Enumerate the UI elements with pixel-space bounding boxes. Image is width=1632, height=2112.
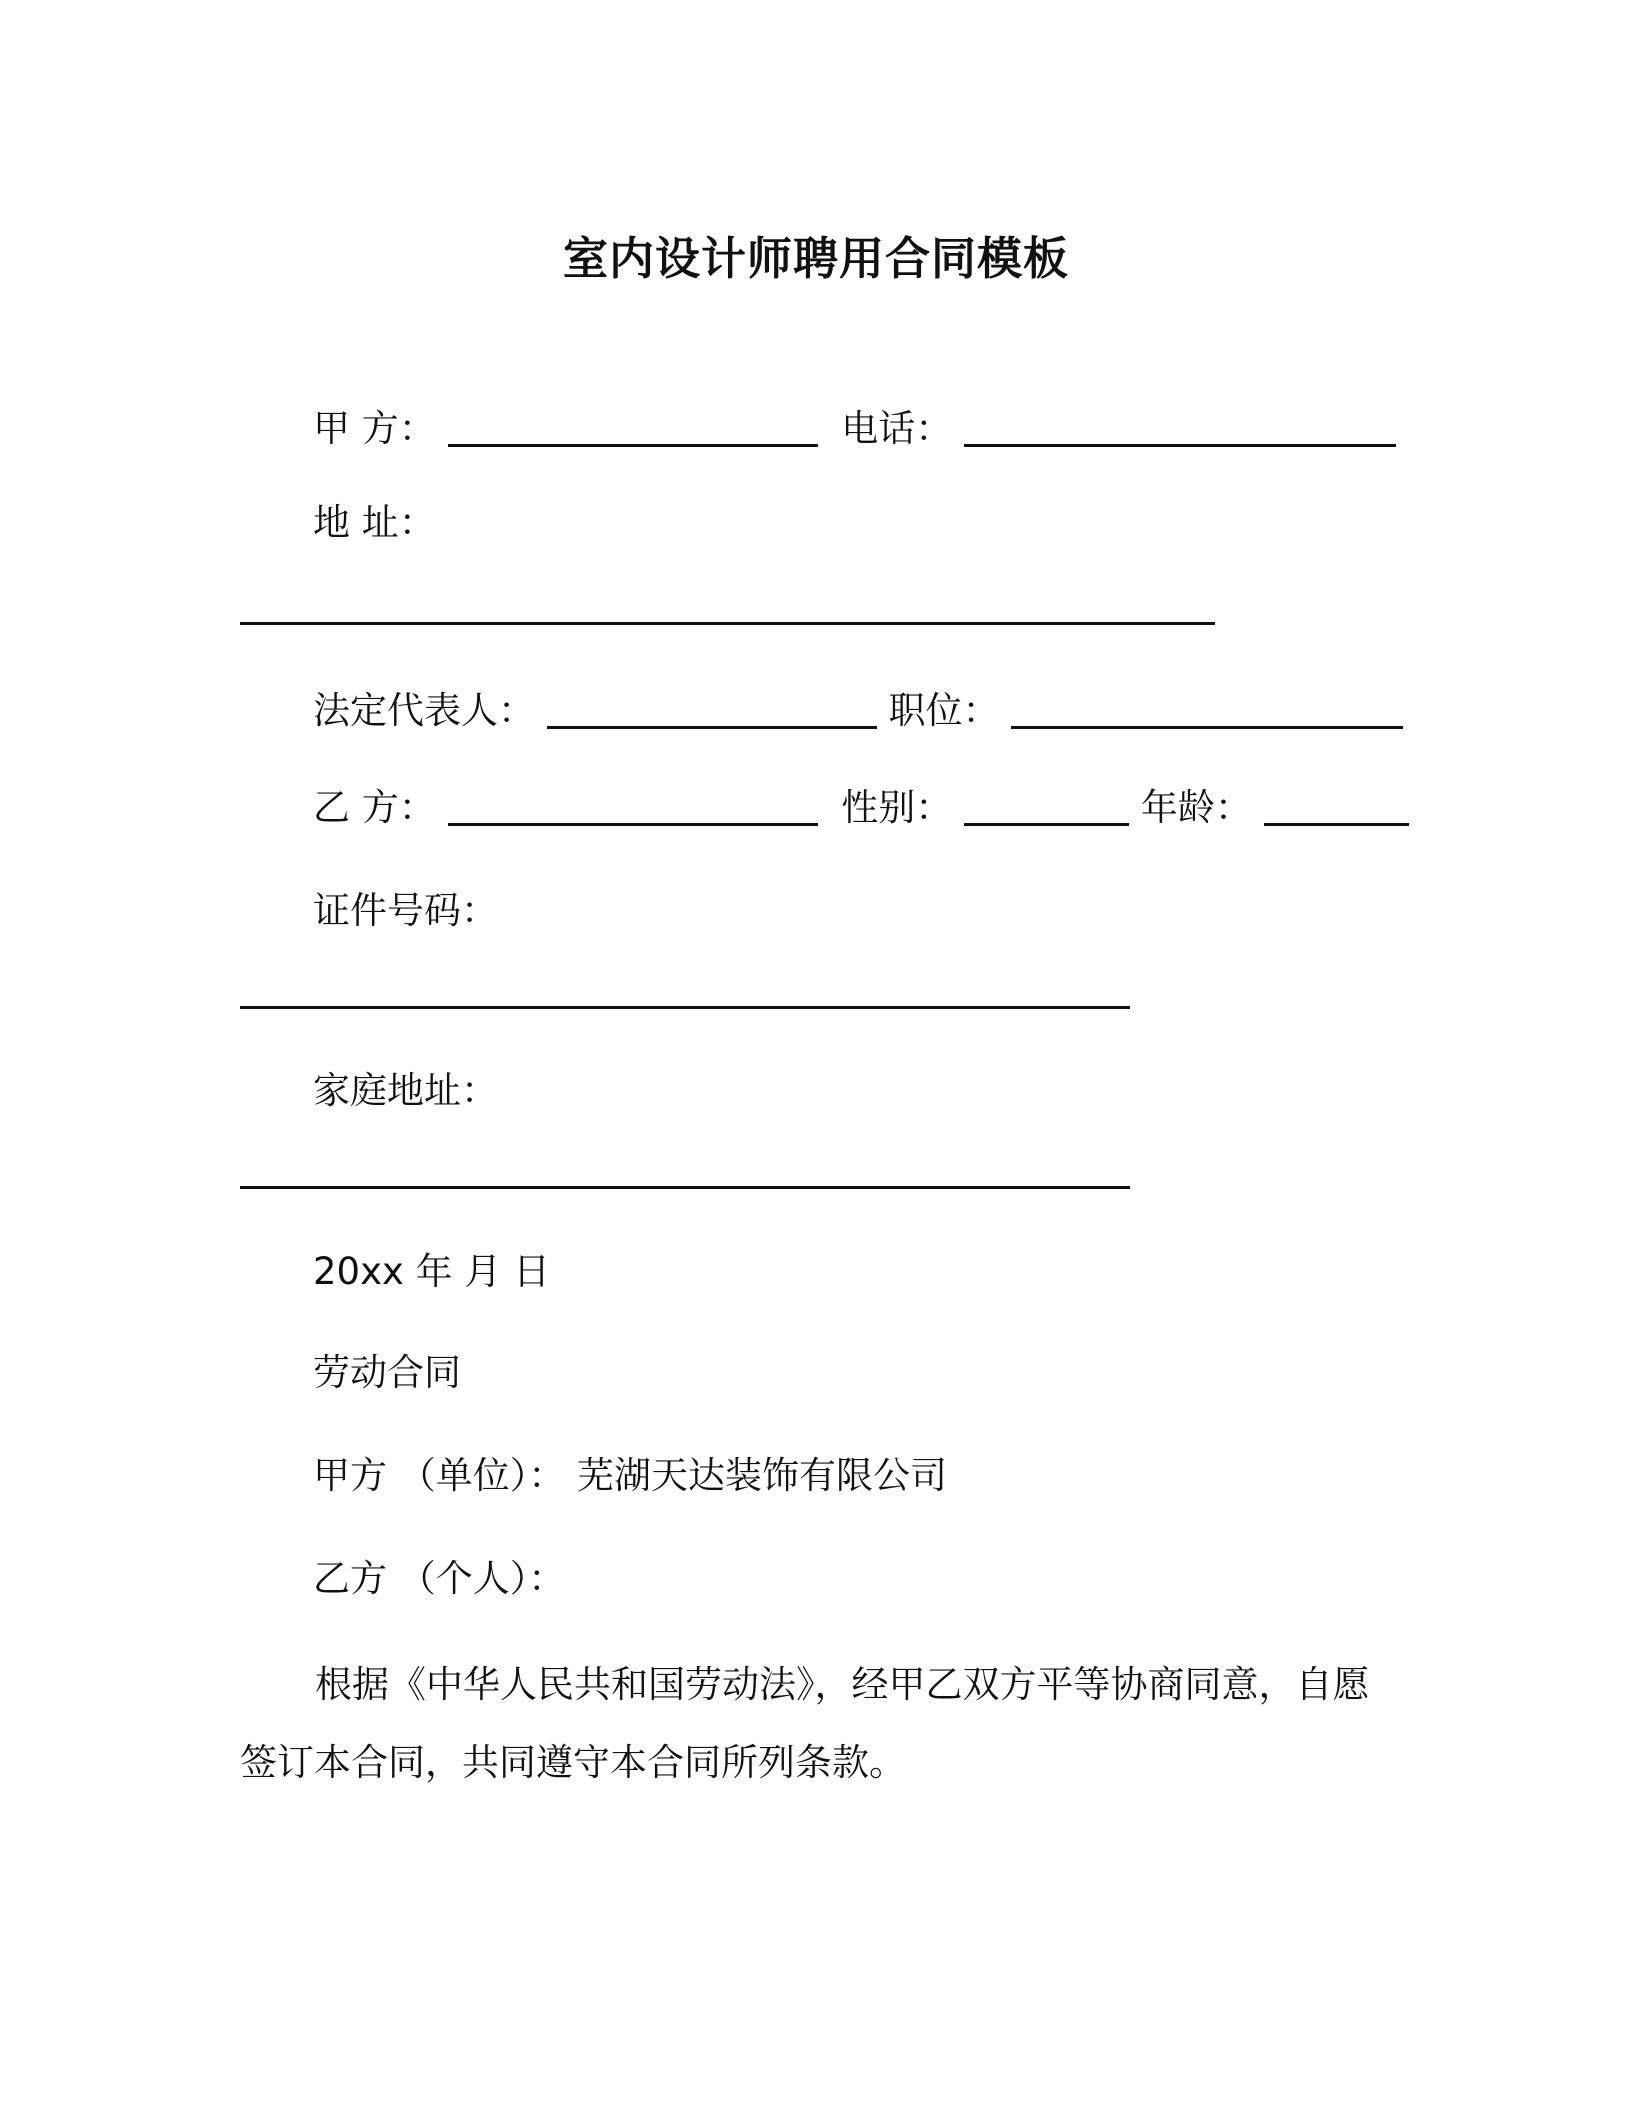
id-number-blank[interactable] <box>240 1006 1130 1009</box>
party-a-blank[interactable] <box>448 404 818 447</box>
legal-rep-blank[interactable] <box>547 686 877 729</box>
document-title: 室内设计师聘用合同模板 <box>562 232 1069 285</box>
phone-label: 电话： <box>841 407 953 450</box>
legal-rep-row <box>313 685 1403 737</box>
position-label: 职位： <box>888 689 1000 732</box>
gender-blank[interactable] <box>964 783 1129 826</box>
phone-blank[interactable] <box>964 404 1396 447</box>
home-address-blank[interactable] <box>240 1186 1130 1189</box>
legal-rep-label: 法定代表人： <box>313 689 535 732</box>
party-b-row <box>313 782 1409 834</box>
party-b-label: 乙 方： <box>313 786 436 829</box>
date-line: 20xx 年 月 日 <box>313 1250 551 1293</box>
home-address-label: 家庭地址： <box>313 1069 498 1112</box>
party-b-person: 乙方 （个人）： <box>313 1557 566 1600</box>
id-number-label: 证件号码： <box>313 889 498 932</box>
age-label: 年龄： <box>1140 786 1252 829</box>
party-a-label: 甲 方： <box>313 407 436 450</box>
gender-label: 性别： <box>841 786 953 829</box>
address-blank[interactable] <box>240 622 1215 625</box>
party-b-blank[interactable] <box>448 783 818 826</box>
party-a-row <box>313 403 1396 455</box>
party-a-unit: 甲方 （单位）： 芜湖天达装饰有限公司 <box>313 1454 948 1497</box>
age-blank[interactable] <box>1264 783 1409 826</box>
address-label: 地 址： <box>313 501 436 544</box>
position-blank[interactable] <box>1011 686 1403 729</box>
intro-paragraph: 根据《中华人民共和国劳动法》，经甲乙双方平等协商同意，自愿签订本合同，共同遵守本合同所列条款。 <box>240 1663 1370 1784</box>
section-title: 劳动合同 <box>313 1351 461 1394</box>
